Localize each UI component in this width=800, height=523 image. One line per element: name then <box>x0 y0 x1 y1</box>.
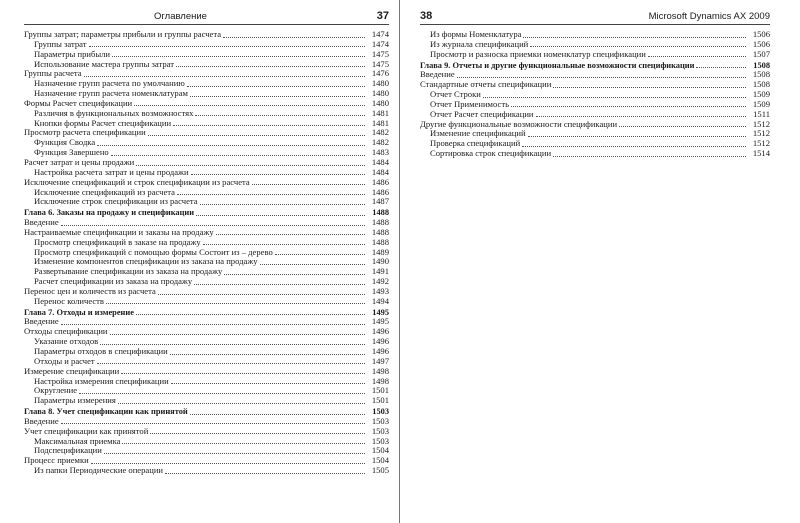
left-page <box>0 0 399 523</box>
toc-entry-title: Параметры измерения <box>34 396 116 406</box>
toc-entry-page: 1492 <box>371 277 389 287</box>
toc-entry-page: 1509 <box>752 90 770 100</box>
toc-leader-dots <box>528 132 746 137</box>
toc-leader-dots <box>170 349 365 354</box>
toc-entry-page: 1483 <box>371 148 389 158</box>
right-running-head <box>420 10 770 25</box>
toc-leader-dots <box>79 389 365 394</box>
toc-chapter-entry <box>24 208 389 218</box>
toc-entry-page: 1481 <box>371 108 389 118</box>
toc-entry-page: 1504 <box>371 456 389 466</box>
toc-entry <box>24 168 389 178</box>
toc-entry <box>24 109 389 119</box>
toc-entry <box>24 347 389 357</box>
toc-leader-dots <box>530 42 746 47</box>
toc-leader-dots <box>158 289 365 294</box>
toc-entry <box>24 257 389 267</box>
toc-entry-page: 1509 <box>752 99 770 109</box>
toc-entry <box>24 267 389 277</box>
toc-leader-dots <box>194 279 365 284</box>
toc-entry-title: Из формы Номенклатура <box>430 30 522 39</box>
toc-entry <box>420 149 770 159</box>
toc-entry-page: 1496 <box>371 327 389 337</box>
toc-entry <box>24 40 389 50</box>
toc-entry-page: 1512 <box>752 139 770 149</box>
toc-entry <box>24 386 389 396</box>
toc-entry-page: 1488 <box>371 237 389 247</box>
toc-leader-dots <box>648 52 746 57</box>
toc-leader-dots <box>224 270 365 275</box>
toc-entry-page: 1474 <box>371 30 389 39</box>
toc-leader-dots <box>196 211 365 216</box>
toc-entry <box>24 297 389 307</box>
toc-entry <box>420 30 770 40</box>
toc-leader-dots <box>190 409 365 414</box>
toc-leader-dots <box>536 112 746 117</box>
toc-entry-page: 1484 <box>371 157 389 167</box>
toc-entry-page: 1488 <box>371 218 389 228</box>
toc-entry <box>420 80 770 90</box>
toc-leader-dots <box>122 439 365 444</box>
toc-entry-page: 1480 <box>371 89 389 99</box>
toc-entry <box>420 110 770 120</box>
toc-entry-page: 1508 <box>752 70 770 80</box>
toc-entry-title: Стандартные отчеты спецификации <box>420 80 552 90</box>
toc-entry <box>24 60 389 70</box>
toc-entry <box>24 158 389 168</box>
toc-entry <box>24 466 389 476</box>
toc-entry <box>24 337 389 347</box>
toc-leader-dots <box>97 359 365 364</box>
toc-entry <box>24 188 389 198</box>
toc-leader-dots <box>195 111 365 116</box>
toc-entry-title: Сортировка строк спецификации <box>430 149 552 159</box>
toc-entry-page: 1488 <box>371 227 389 237</box>
toc-entry-title: Расчет затрат и цены продажи <box>24 157 135 167</box>
right-toc-list <box>420 30 770 159</box>
toc-entry-page: 1503 <box>371 416 389 426</box>
toc-leader-dots <box>203 240 365 245</box>
toc-entry-title: Просмотр спецификаций с помощью формы Состоит из – дерево <box>34 247 273 257</box>
toc-entry-title: Подспецификации <box>34 446 102 456</box>
toc-entry-title: Использование мастера группы затрат <box>34 59 175 69</box>
toc-entry-page: 1482 <box>371 128 389 138</box>
toc-entry-title: Отходы и расчет <box>34 356 95 366</box>
left-header-title: Оглавление <box>154 11 207 22</box>
toc-entry <box>24 357 389 367</box>
toc-entry <box>420 129 770 139</box>
toc-entry-title: Просмотр и разноска приемки номенклатур спецификации <box>430 49 646 59</box>
toc-entry-page: 1512 <box>752 129 770 139</box>
toc-leader-dots <box>136 160 365 165</box>
toc-leader-dots <box>553 82 746 87</box>
toc-entry <box>24 79 389 89</box>
toc-entry-page: 1511 <box>753 109 770 119</box>
toc-entry <box>24 138 389 148</box>
toc-entry-page: 1474 <box>371 39 389 49</box>
toc-entry <box>420 70 770 80</box>
toc-leader-dots <box>252 180 365 185</box>
toc-entry-title: Настройка расчета затрат и цены продажи <box>34 167 189 177</box>
toc-leader-dots <box>619 122 746 127</box>
toc-entry <box>24 327 389 337</box>
toc-entry-title: Параметры прибыли <box>34 49 110 59</box>
toc-entry-page: 1490 <box>371 257 389 267</box>
toc-leader-dots <box>150 429 365 434</box>
toc-entry-page: 1498 <box>371 376 389 386</box>
toc-entry <box>24 197 389 207</box>
toc-leader-dots <box>173 121 365 126</box>
toc-entry-page: 1503 <box>371 426 389 436</box>
toc-entry <box>420 139 770 149</box>
toc-entry-page: 1508 <box>752 80 770 90</box>
toc-entry-title: Отходы спецификации <box>24 327 108 337</box>
toc-entry <box>24 218 389 228</box>
toc-entry-title: Введение <box>420 70 455 80</box>
toc-entry <box>24 238 389 248</box>
toc-entry <box>24 427 389 437</box>
toc-leader-dots <box>511 102 746 107</box>
toc-entry-page: 1514 <box>752 149 770 159</box>
toc-entry-title: Изменение компонентов спецификации из заказа на продажу <box>34 257 258 267</box>
toc-entry <box>24 119 389 129</box>
toc-leader-dots <box>187 81 365 86</box>
toc-entry-title: Функция Сводка <box>34 138 96 148</box>
toc-leader-dots <box>61 419 365 424</box>
toc-entry-title: Другие функциональные возможности спецификации <box>420 119 618 129</box>
toc-entry-title: Назначение групп расчета номенклатурам <box>34 89 188 99</box>
toc-entry-page: 1507 <box>752 49 770 59</box>
toc-leader-dots <box>216 230 365 235</box>
toc-entry-page: 1495 <box>371 317 389 327</box>
toc-entry <box>420 50 770 60</box>
right-page <box>399 0 798 523</box>
toc-entry <box>24 446 389 456</box>
toc-entry <box>420 120 770 130</box>
toc-entry-page: 1493 <box>371 286 389 296</box>
toc-chapter-entry <box>420 61 770 71</box>
toc-entry-page: 1495 <box>372 307 389 317</box>
toc-entry-title: Введение <box>24 416 59 426</box>
toc-entry <box>24 89 389 99</box>
toc-entry-page: 1489 <box>371 247 389 257</box>
toc-entry-title: Различия в функциональных возможностях <box>34 108 194 118</box>
toc-entry-page: 1486 <box>371 187 389 197</box>
toc-leader-dots <box>177 190 365 195</box>
toc-leader-dots <box>106 299 365 304</box>
toc-entry <box>24 377 389 387</box>
toc-entry <box>24 178 389 188</box>
toc-leader-dots <box>84 72 365 77</box>
toc-entry-title: Округление <box>34 386 78 396</box>
toc-leader-dots <box>200 200 365 205</box>
toc-leader-dots <box>110 330 365 335</box>
toc-leader-dots <box>171 379 365 384</box>
toc-entry <box>24 367 389 377</box>
toc-entry-title: Настройка измерения спецификации <box>34 376 169 386</box>
toc-entry <box>24 248 389 258</box>
toc-entry-page: 1491 <box>371 267 389 277</box>
toc-entry-page: 1503 <box>372 407 389 417</box>
toc-entry <box>24 228 389 238</box>
toc-entry-page: 1496 <box>371 337 389 347</box>
toc-leader-dots <box>696 63 746 68</box>
toc-leader-dots <box>523 32 746 37</box>
toc-entry-page: 1486 <box>371 177 389 187</box>
toc-leader-dots <box>118 398 365 403</box>
toc-entry <box>24 99 389 109</box>
toc-leader-dots <box>61 220 365 225</box>
toc-entry-title: Развертывание спецификации из заказа на продажу <box>34 267 223 277</box>
toc-entry-title: Расчет спецификации из заказа на продажу <box>34 277 193 287</box>
toc-entry-title: Измерение спецификации <box>24 366 120 376</box>
toc-entry <box>24 128 389 138</box>
toc-leader-dots <box>97 141 365 146</box>
toc-entry-title: Указание отходов <box>34 337 99 347</box>
toc-entry <box>24 287 389 297</box>
toc-entry-title: Функция Завершено <box>34 148 109 158</box>
toc-entry-page: 1480 <box>371 98 389 108</box>
toc-leader-dots <box>91 459 365 464</box>
toc-entry-title: Процесс приемки <box>24 456 89 466</box>
left-page-number: 37 <box>376 10 389 22</box>
toc-entry-page: 1484 <box>371 167 389 177</box>
toc-entry-page: 1481 <box>371 118 389 128</box>
toc-entry-title: Исключение строк спецификации из расчета <box>34 197 198 207</box>
toc-leader-dots <box>457 73 746 78</box>
toc-entry-title: Группы затрат <box>34 39 87 49</box>
toc-entry-page: 1487 <box>371 197 389 207</box>
toc-leader-dots <box>522 142 746 147</box>
toc-entry-page: 1475 <box>371 49 389 59</box>
toc-entry-page: 1488 <box>372 208 389 218</box>
toc-entry-title: Группы затрат; параметры прибыли и группы расчета <box>24 30 222 39</box>
toc-leader-dots <box>136 310 365 315</box>
toc-entry <box>24 277 389 287</box>
toc-entry-page: 1475 <box>371 59 389 69</box>
toc-entry <box>24 317 389 327</box>
right-header-title: Microsoft Dynamics AX 2009 <box>648 11 770 22</box>
toc-entry-title: Отчет Применимость <box>430 99 509 109</box>
toc-entry-title: Проверка спецификаций <box>430 139 521 149</box>
toc-leader-dots <box>112 52 365 57</box>
toc-entry-title: Формы Расчет спецификации <box>24 98 133 108</box>
toc-entry-title: Учет спецификации как принятой <box>24 426 149 436</box>
toc-entry-page: 1498 <box>371 366 389 376</box>
toc-entry-page: 1501 <box>371 396 389 406</box>
toc-entry <box>24 396 389 406</box>
toc-entry-page: 1501 <box>371 386 389 396</box>
toc-entry-title: Просмотр расчета спецификации <box>24 128 146 138</box>
toc-entry <box>24 417 389 427</box>
toc-entry-page: 1505 <box>371 466 389 476</box>
toc-entry <box>24 30 389 40</box>
toc-entry-title: Введение <box>24 317 59 327</box>
toc-entry-title: Глава 8. Учет спецификации как принятой <box>24 407 188 417</box>
toc-entry-title: Максимальная приемка <box>34 436 121 446</box>
toc-entry-title: Отчет Строки <box>430 90 481 100</box>
toc-entry-page: 1506 <box>752 39 770 49</box>
toc-leader-dots <box>104 449 365 454</box>
toc-entry-page: 1503 <box>371 436 389 446</box>
toc-entry <box>24 437 389 447</box>
toc-leader-dots <box>134 101 365 106</box>
toc-leader-dots <box>89 42 365 47</box>
toc-entry-title: Глава 6. Заказы на продажу и спецификации <box>24 208 195 218</box>
right-page-number: 38 <box>420 10 433 22</box>
toc-entry-title: Отчет Расчет спецификации <box>430 109 534 119</box>
toc-entry-title: Параметры отходов в спецификации <box>34 347 168 356</box>
toc-entry-title: Настраиваемые спецификации и заказы на продажу <box>24 227 214 237</box>
toc-entry <box>24 456 389 466</box>
toc-entry-page: 1512 <box>752 119 770 129</box>
toc-entry-title: Введение <box>24 218 59 228</box>
toc-leader-dots <box>275 250 365 255</box>
toc-entry <box>24 148 389 158</box>
toc-entry-title: Изменение спецификаций <box>430 129 526 139</box>
toc-leader-dots <box>61 320 365 325</box>
toc-leader-dots <box>121 369 365 374</box>
toc-entry-page: 1506 <box>752 30 770 39</box>
toc-entry-title: Назначение групп расчета по умолчанию <box>34 79 185 89</box>
toc-entry <box>420 100 770 110</box>
toc-leader-dots <box>176 62 365 67</box>
toc-entry-page: 1496 <box>371 347 389 356</box>
toc-entry-title: Просмотр спецификаций в заказе на продажу <box>34 237 201 247</box>
toc-leader-dots <box>553 151 746 156</box>
toc-leader-dots <box>111 150 365 155</box>
left-toc-list <box>24 30 389 476</box>
toc-entry-title: Из журнала спецификаций <box>430 39 529 49</box>
toc-entry-page: 1508 <box>753 60 770 70</box>
toc-entry-title: Перенос цен и количеств из расчета <box>24 286 156 296</box>
toc-leader-dots <box>191 170 365 175</box>
toc-entry-page: 1504 <box>371 446 389 456</box>
toc-leader-dots <box>223 32 365 37</box>
toc-entry-page: 1476 <box>371 69 389 79</box>
toc-entry-page: 1480 <box>371 79 389 89</box>
toc-leader-dots <box>483 92 746 97</box>
toc-entry <box>420 90 770 100</box>
toc-leader-dots <box>190 91 365 96</box>
toc-chapter-entry <box>24 308 389 318</box>
toc-entry-title: Глава 9. Отчеты и другие функциональные возможности спецификации <box>420 60 695 70</box>
toc-entry <box>24 69 389 79</box>
toc-entry-title: Перенос количеств <box>34 296 104 306</box>
toc-leader-dots <box>260 260 365 265</box>
toc-leader-dots <box>148 131 365 136</box>
toc-entry-title: Из папки Периодические операции <box>34 466 164 476</box>
left-running-head <box>24 10 389 25</box>
toc-entry-page: 1482 <box>371 138 389 148</box>
toc-entry-page: 1497 <box>371 356 389 366</box>
toc-entry-title: Кнопки формы Расчет спецификации <box>34 118 172 128</box>
toc-entry <box>24 50 389 60</box>
toc-entry-title: Исключение спецификаций из расчета <box>34 187 175 197</box>
toc-entry-title: Группы расчета <box>24 69 82 79</box>
toc-entry-title: Исключение спецификаций и строк спецификации из расчета <box>24 177 250 187</box>
toc-chapter-entry <box>24 407 389 417</box>
toc-entry-page: 1494 <box>371 296 389 306</box>
toc-leader-dots <box>100 339 365 344</box>
toc-leader-dots <box>165 468 365 473</box>
toc-entry <box>420 40 770 50</box>
toc-entry-title: Глава 7. Отходы и измерение <box>24 307 134 317</box>
